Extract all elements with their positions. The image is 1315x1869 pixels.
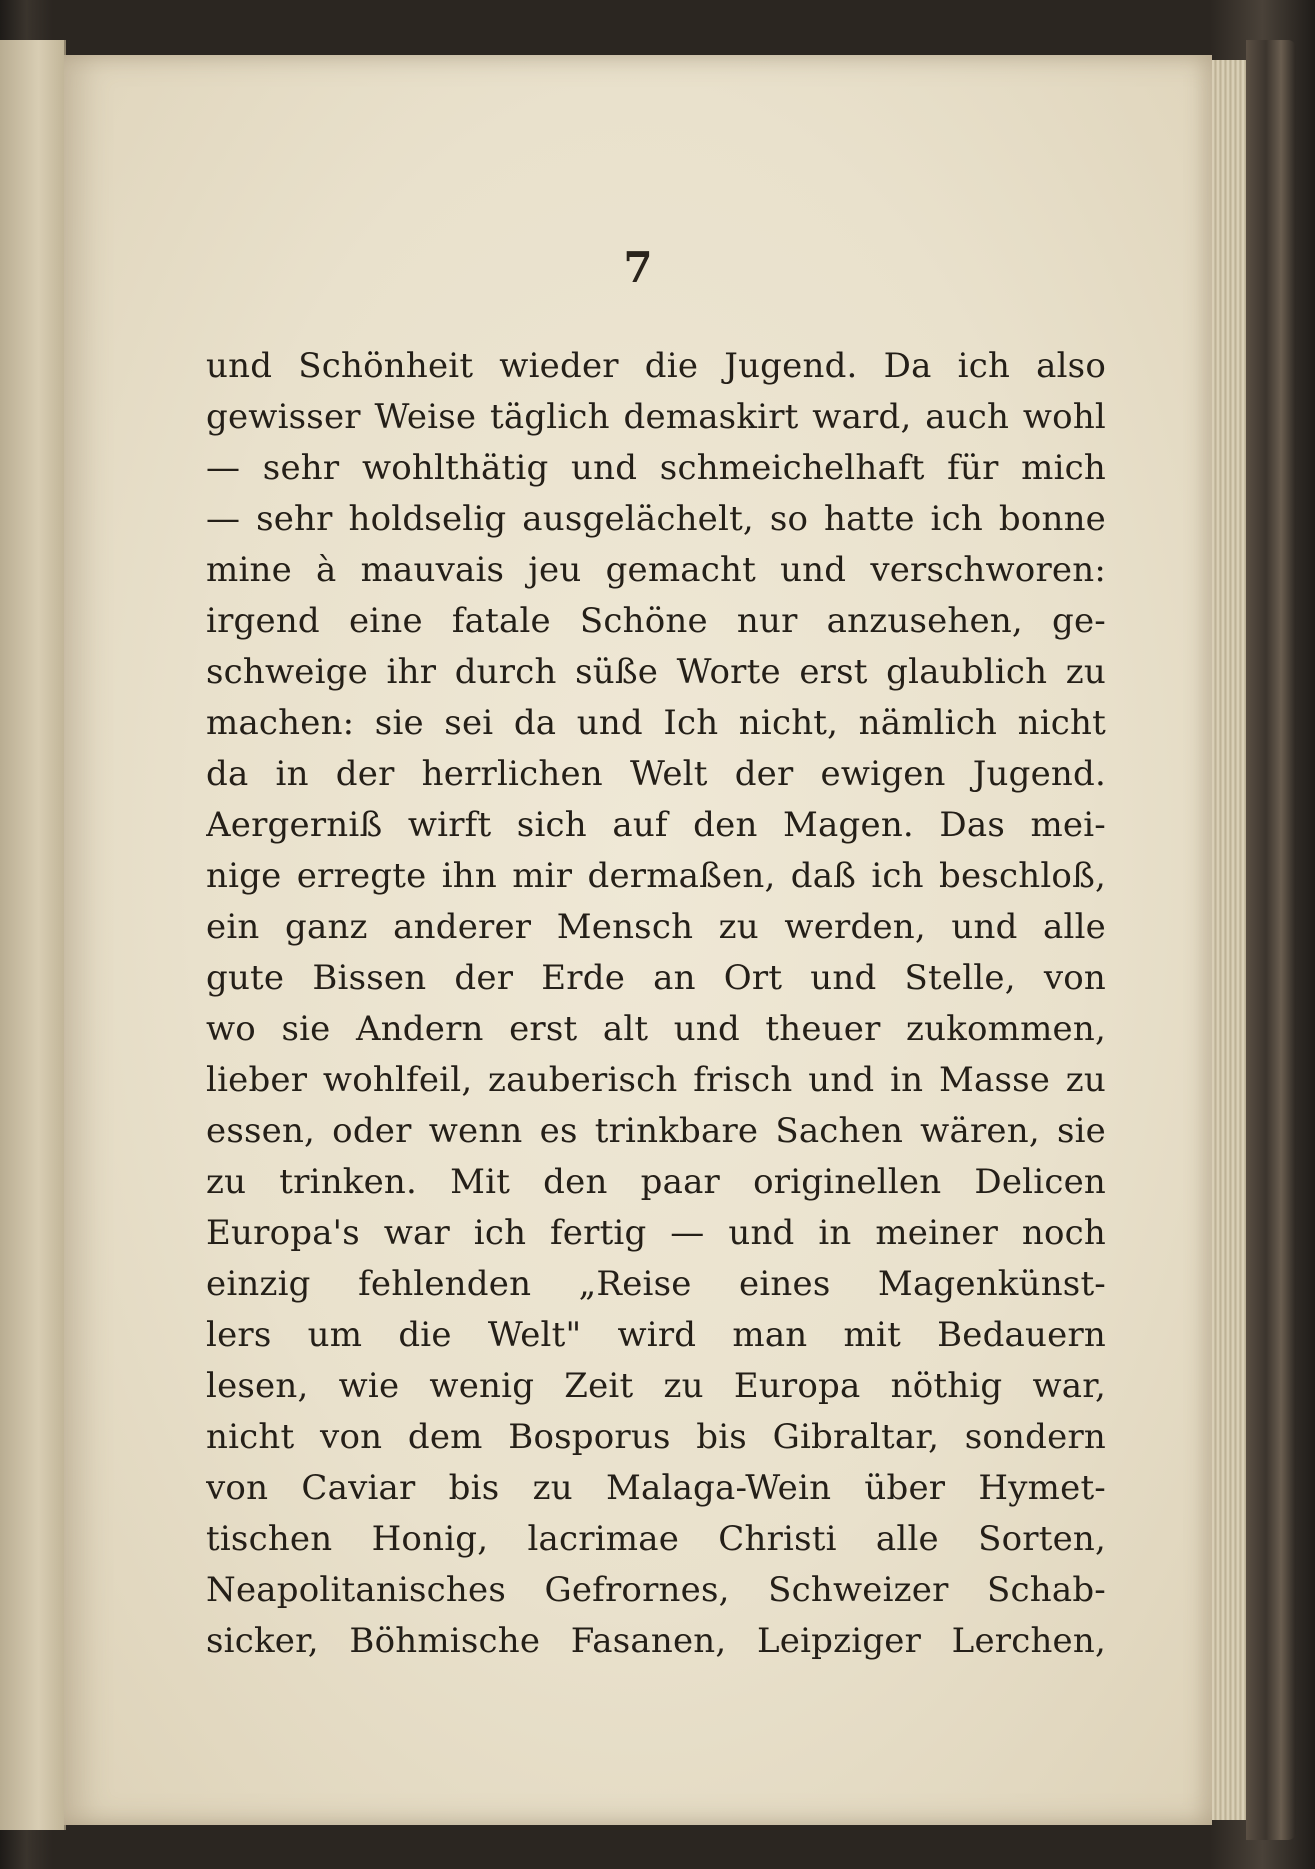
text-line: zu trinken. Mit den paar originellen Delicen xyxy=(206,1162,1106,1202)
text-line: von Caviar bis zu Malaga-Wein über Hymet- xyxy=(206,1468,1106,1508)
text-line: gewisser Weise täglich demaskirt ward, auch wohl xyxy=(206,397,1106,437)
text-line: schweige ihr durch süße Worte erst glaublich zu xyxy=(206,652,1106,692)
text-line: lieber wohlfeil, zauberisch frisch und in Masse zu xyxy=(206,1060,1106,1100)
text-line: lesen, wie wenig Zeit zu Europa nöthig war, xyxy=(206,1366,1106,1406)
text-line: irgend eine fatale Schöne nur anzusehen, ge- xyxy=(206,601,1106,641)
text-line: essen, oder wenn es trinkbare Sachen wären, sie xyxy=(206,1111,1106,1151)
text-line: einzig fehlenden „Reise eines Magenkünst- xyxy=(206,1264,1106,1304)
book-cover-edge xyxy=(1246,40,1296,1840)
text-line: — sehr holdselig ausgelächelt, so hatte ich bonne xyxy=(206,499,1106,539)
text-line: — sehr wohlthätig und schmeichelhaft für mich xyxy=(206,448,1106,488)
text-line: sicker, Böhmische Fasanen, Leipziger Lerchen, xyxy=(206,1621,1106,1661)
body-text xyxy=(206,341,1106,1667)
text-line: nicht von dem Bosporus bis Gibraltar, sondern xyxy=(206,1417,1106,1457)
text-line: Aergerniß wirft sich auf den Magen. Das mei- xyxy=(206,805,1106,845)
text-line: tischen Honig, lacrimae Christi alle Sorten, xyxy=(206,1519,1106,1559)
text-line: wo sie Andern erst alt und theuer zukommen, xyxy=(206,1009,1106,1049)
page-stack-edges xyxy=(1212,60,1246,1820)
text-line: nige erregte ihn mir dermaßen, daß ich beschloß, xyxy=(206,856,1106,896)
text-line: ein ganz anderer Mensch zu werden, und alle xyxy=(206,907,1106,947)
text-line: und Schönheit wieder die Jugend. Da ich also xyxy=(206,346,1106,386)
text-line: Europa's war ich fertig — und in meiner noch xyxy=(206,1213,1106,1253)
text-line: lers um die Welt" wird man mit Bedauern xyxy=(206,1315,1106,1355)
text-line: mine à mauvais jeu gemacht und verschworen: xyxy=(206,550,1106,590)
page-number: 7 xyxy=(623,243,653,292)
text-line: machen: sie sei da und Ich nicht, nämlich nicht xyxy=(206,703,1106,743)
text-line: gute Bissen der Erde an Ort und Stelle, von xyxy=(206,958,1106,998)
book-page xyxy=(64,55,1212,1825)
text-line: Neapolitanisches Gefrornes, Schweizer Schab- xyxy=(206,1570,1106,1610)
previous-page-edge xyxy=(0,40,66,1830)
text-line: da in der herrlichen Welt der ewigen Jugend. xyxy=(206,754,1106,794)
